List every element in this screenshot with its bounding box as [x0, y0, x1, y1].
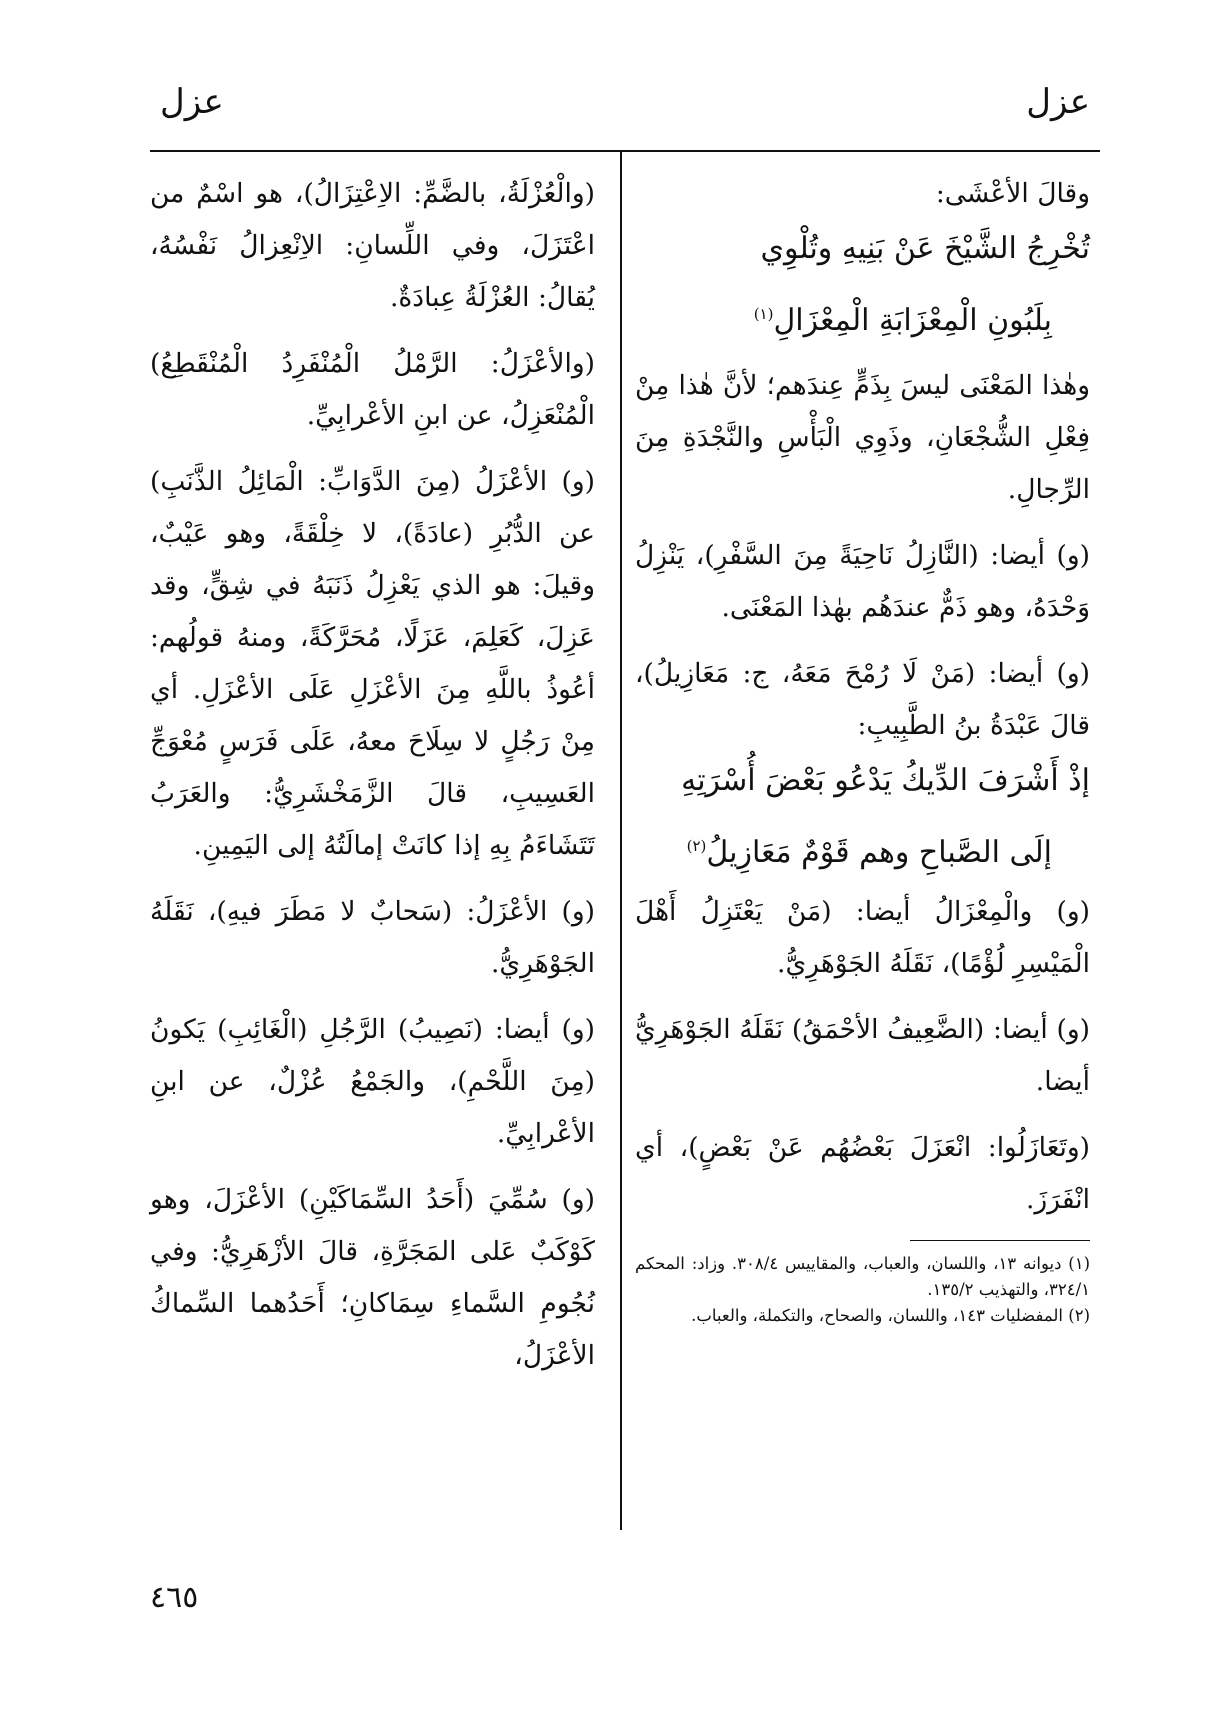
paragraph: (و) أيضا: (الضَّعِيفُ الأحْمَقُ) نَقَلَهُ الجَوْهَرِيُّ أيضا. — [635, 1014, 1090, 1097]
left-column — [150, 168, 595, 1396]
footnotes — [635, 1251, 1090, 1329]
paragraph: (والأعْزَلُ: الرَّمْلُ الْمُنْفَرِدُ الْمُنْقَطِعُ) الْمُنْعَزِلُ، عن ابنِ الأعْرابِيِّ. — [150, 348, 595, 431]
header-entry-word-right: عزل — [1026, 82, 1090, 122]
paragraph: (والْعُزْلَةُ، بالضَّمِّ: الاِعْتِزَالُ)، هو اسْمٌ من اعْتَزَلَ، وفي اللِّسانِ: الاِنْعِزالُ نَفْسُهُ، يُقالُ: العُزْلَةُ عِبادَةٌ. — [150, 178, 595, 313]
paragraph: وقالَ الأعْشَى: — [935, 178, 1090, 209]
verse-text: بِلَبُونِ الْمِعْزَابَةِ الْمِعْزَالِ — [773, 303, 1052, 338]
footnote-rule — [910, 1240, 1090, 1241]
paragraph: وهٰذا المَعْنَى ليسَ بِذَمٍّ عِندَهم؛ لأنَّ هٰذا مِنْ فِعْلِ الشُّجْعَانِ، وذَوِي الْبَأْسِ والنَّجْدَةِ مِنَ الرِّجالِ. — [635, 370, 1090, 505]
paragraph: (و) الأعْزَلُ (مِنَ الدَّوَابِّ: الْمَائِلُ الذَّنَبِ) عن الدُّبُرِ (عادَةً)، لا خِلْقَةً، وهو عَيْبٌ، وقيلَ: هو الذي يَعْزِلُ ذَنَبَهُ في شِقٍّ، وقد عَزِلَ، كَعَلِمَ، عَزَلًا، مُحَرَّكَةً، ومنهُ قولُهم: أعُوذُ باللَّهِ مِنَ الأعْزَلِ عَلَى الأعْزَلِ. أي مِنْ رَجُلٍ لا سِلَاحَ معهُ، عَلَى فَرَسٍ مُعْوَجِّ العَسِيبِ، قالَ الزَّمَخْشَرِيُّ: والعَرَبُ تَتَشَاءَمُ بِهِ إذا كانَتْ إمالَتُهُ إلى اليَمِينِ. — [150, 466, 595, 861]
column-divider — [620, 150, 622, 1530]
paragraph: (و) سُمِّيَ (أَحَدُ السِّمَاكَيْنِ) الأعْزَلَ، وهو كَوْكَبٌ عَلى المَجَرَّةِ، قالَ الأزْهَرِيُّ: وفي نُجُومِ السَّماءِ سِمَاكانِ؛ أَحَدُهما السِّماكُ الأعْزَلُ، — [150, 1184, 595, 1371]
footnote-mark: (١) — [753, 305, 774, 323]
verse-line: تُخْرِجُ الشَّيْخَ عَنْ بَنِيهِ وتُلْوِي — [760, 231, 1090, 266]
verse-line: إذْ أَشْرَفَ الدِّيكُ يَدْعُو بَعْضَ أُسْرَتِهِ — [681, 763, 1090, 798]
paragraph: (و) أيضا: (نَصِيبُ) الرَّجُلِ (الْغَائِبِ) يَكونُ (مِنَ اللَّحْمِ)، والجَمْعُ عُزْلٌ، عن ابنِ الأعْرابِيِّ. — [150, 1014, 595, 1149]
paragraph: (و) والْمِعْزَالُ أيضا: (مَنْ يَعْتَزِلُ أَهْلَ الْمَيْسِرِ لُؤْمًا)، نَقَلَهُ الجَوْهَرِيُّ. — [635, 896, 1090, 979]
verse-line — [635, 292, 1090, 350]
right-column — [635, 168, 1090, 1329]
header-rule — [150, 150, 1100, 152]
page-number: ٤٦٥ — [150, 1580, 199, 1615]
paragraph: (وتَعَازَلُوا: انْعَزَلَ بَعْضُهُم عَنْ بَعْضٍ)، أي انْفَرَزَ. — [635, 1132, 1090, 1215]
paragraph: (و) أيضا: (النَّازِلُ نَاحِيَةً مِنَ السَّفْرِ)، يَنْزِلُ وَحْدَهُ، وهو ذَمٌّ عندَهُم بهٰذا المَعْنَى. — [635, 540, 1090, 623]
paragraph: (و) الأعْزَلُ: (سَحابٌ لا مَطَرَ فيهِ)، نَقَلَهُ الجَوْهَرِيُّ. — [150, 896, 595, 979]
verse-text: إلَى الصَّباحِ وهم قَوْمٌ مَعَازِيلُ — [706, 835, 1052, 870]
footnote-2: (٢) المفضليات ١٤٣، واللسان، والصحاح، والتكملة، والعباب. — [691, 1306, 1090, 1325]
header-entry-word-left: عزل — [160, 82, 224, 122]
footnote-mark: (٢) — [686, 837, 707, 855]
verse-line — [635, 824, 1090, 882]
paragraph: (و) أيضا: (مَنْ لَا رُمْحَ مَعَهُ، ج: مَعَازِيلُ)، قالَ عَبْدَةُ بنُ الطَّبِيبِ: — [635, 658, 1090, 741]
footnote-1: (١) ديوانه ١٣، واللسان، والعباب، والمقاييس ٣٠٨/٤. وزاد: المحكم ٣٢٤/١، والتهذيب ١٣٥/٢. — [635, 1254, 1090, 1299]
